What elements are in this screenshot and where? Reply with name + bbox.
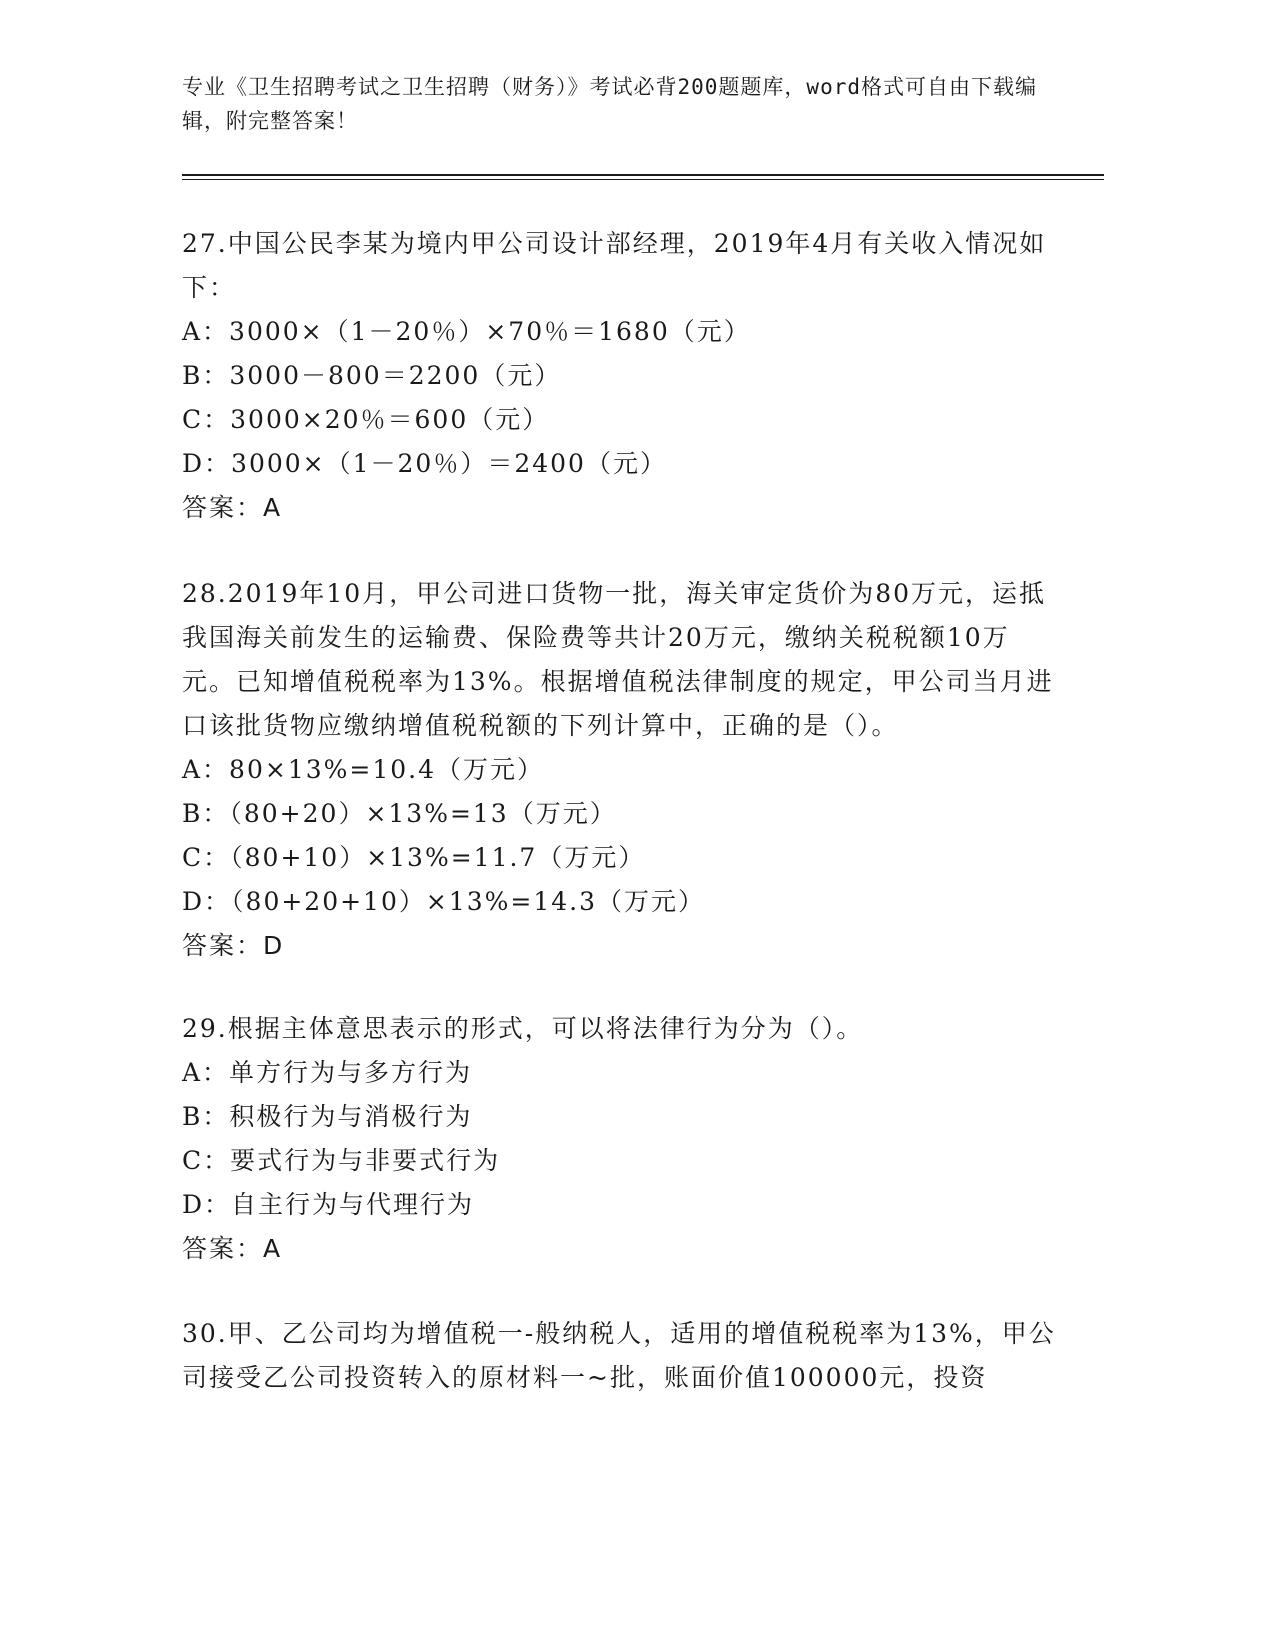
option-d: D：3000×（1－20％）＝2400（元）	[182, 449, 667, 478]
question-28	[182, 572, 1062, 968]
option-a: A：3000×（1－20％）×70％＝1680（元）	[182, 317, 751, 346]
question-text: 30.甲、乙公司均为增值税一-般纳税人，适用的增值税税率为13%，甲公司接受乙公司投资转入的原材料一~批，账面价值100000元，投资	[182, 1319, 1056, 1392]
option-b: B：（80+20）×13%=13（万元）	[182, 799, 617, 828]
question-30	[182, 1312, 1062, 1400]
option-d: D：自主行为与代理行为	[182, 1190, 475, 1219]
question-text: 27.中国公民李某为境内甲公司设计部经理，2019年4月有关收入情况如下：	[182, 229, 1047, 302]
question-text: 29.根据主体意思表示的形式，可以将法律行为分为（）。	[182, 1014, 864, 1043]
option-c: C：要式行为与非要式行为	[182, 1146, 501, 1175]
document-header: 专业《卫生招聘考试之卫生招聘（财务）》考试必背200题题库，word格式可自由下载编辑，附完整答案！	[182, 75, 1037, 133]
option-d: D：（80+20+10）×13%=14.3（万元）	[182, 887, 705, 916]
option-b: B：积极行为与消极行为	[182, 1102, 473, 1131]
option-c: C：3000×20％＝600（元）	[182, 405, 550, 434]
option-a: A：单方行为与多方行为	[182, 1058, 473, 1087]
option-c: C：（80+10）×13%=11.7（万元）	[182, 843, 646, 872]
option-a: A：80×13%=10.4（万元）	[182, 755, 544, 784]
answer: 答案：D	[182, 931, 285, 960]
answer: 答案：A	[182, 493, 283, 522]
question-27	[182, 222, 1062, 530]
header-divider-thick	[182, 174, 1104, 176]
question-text: 28.2019年10月，甲公司进口货物一批，海关审定货价为80万元，运抵我国海关前发生的运输费、保险费等共计20万元，缴纳关税税额10万元。已知增值税税率为13%。根据增值税法律制度的规定，甲公司当月进口该批货物应缴纳增值税税额的下列计算中，正确的是（）。	[182, 579, 1054, 740]
answer: 答案：A	[182, 1234, 283, 1263]
option-b: B：3000－800＝2200（元）	[182, 361, 562, 390]
header-divider-thin	[182, 179, 1104, 180]
question-29	[182, 1007, 1062, 1271]
